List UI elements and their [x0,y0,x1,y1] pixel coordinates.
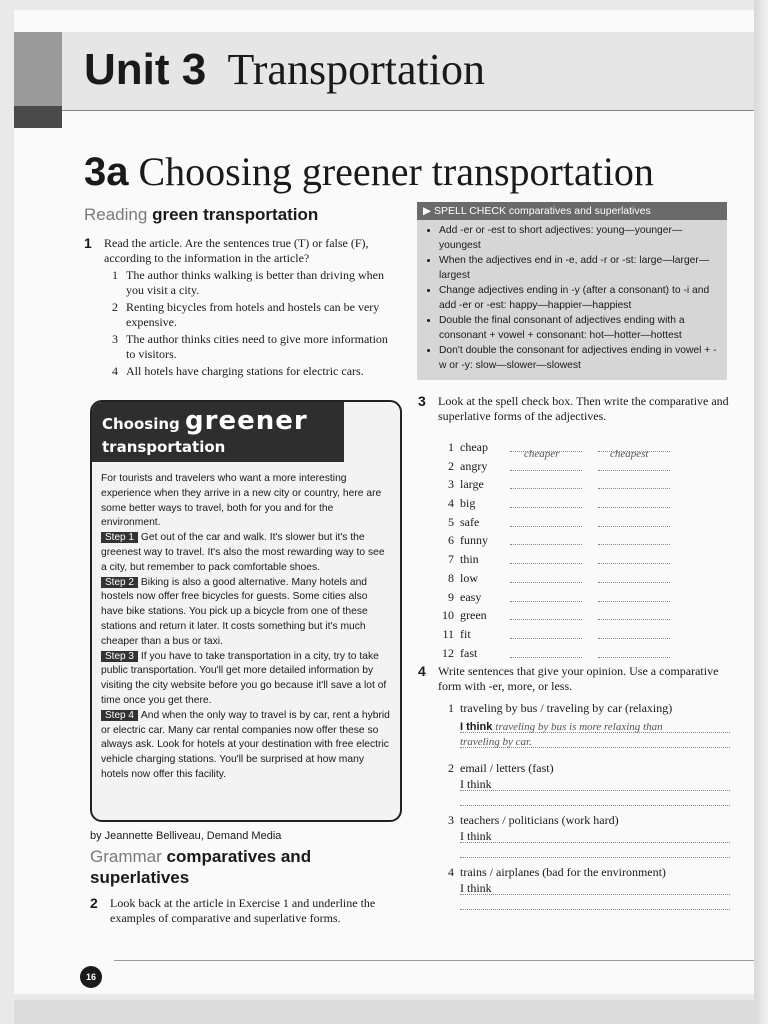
list-item: 1 traveling by bus / traveling by car (relaxing) I think traveling by bus is more relaxing than traveling by car. [440,700,730,748]
answer-blank[interactable] [598,487,670,489]
list-item: 3 The author thinks cities need to give more information to visitors. [112,332,388,361]
answer-blank[interactable] [510,656,582,658]
article-box [90,400,402,822]
list-item: • Don't double the consonant for adjectives ending in vowel + -w or -y: slow—slower—slowest [439,344,721,373]
answer-blank[interactable] [510,487,582,489]
article-body: For tourists and travelers who want a more interesting experience when they arrive in a new city or country, here are some better ways to travel, both for you and for the environment. Step 1 Get out of the car and walk. It's slower but it's the greenest way to travel. It's also the most rewarding way to see a city, but remember to pack comfortable shoes. Step 2 Biking is also a good alternative. Many hotels and hostels now offer free bicycles for guests. Some cities also have bike stations. You pick up a bicycle from one of these stations and return it later. It costs something but it's much cheaper than a bus or taxi. Step 3 If you have to take transportation in a city, try to take public transportation. You'll get more detailed information by visiting the city website before you go because it'll save a lot of time once you get there. Step 4 And when the only way to travel is by car, rent a hybrid or electric car. Many car rental companies now offer these so always ask. Look for hotels at your destination with free electric vehicle charging stations. You'll be surprised at how many hotels now offer this facility. [92,462,400,783]
exercise-2: 2 Look back at the article in Exercise 1 and underline the examples of comparative and superlative forms. [90,895,376,925]
table-row: 11 fit [440,627,730,646]
unit-tab-marker [14,106,62,128]
list-item: 2 Renting bicycles from hotels and hostels can be very expensive. [112,300,380,329]
table-row: 6 funny [440,533,730,552]
divider [62,110,758,111]
reading-heading: Reading green transportation [84,205,319,224]
list-item: 4 All hotels have charging stations for electric cars. [112,364,364,378]
article-step: Step 4 And when the only way to travel is by car, rent a hybrid or electric car. Many car rental companies now offer these so always ask. Look for hotels at your destination with free electric vehicle charging stations. You'll be surprised at how many hotels now offer this facility. [101,709,390,780]
next-page-edge [14,1000,758,1024]
exercise-1-items [104,268,396,379]
lesson-title: 3a Choosing greener transportation [84,149,654,194]
page-edge [754,0,768,1024]
step-badge: Step 1 [101,532,138,543]
exercise-3: 3 Look at the spell check box. Then write the comparative and superlative forms of the adjectives. [418,393,729,423]
article-step: Step 1 Get out of the car and walk. It's slower but it's the greenest way to travel. It's also the most rewarding way to see a city, but remember to pack comfortable shoes. [101,532,385,573]
exercise-4: 4 Write sentences that give your opinion. Use a comparative form with -er, more, or less. [418,663,719,693]
answer-blank[interactable] [598,506,670,508]
answer-blank[interactable]: cheapest [598,450,670,452]
spell-check-title: ▶ SPELL CHECK comparatives and superlatives [417,202,727,220]
table-row: 12 fast [440,646,730,665]
list-item: 3 teachers / politicians (work hard) I think [440,812,730,858]
answer-blank[interactable] [598,469,670,471]
unit-title: Unit 3 Transportation [84,45,485,94]
answer-blank[interactable] [510,543,582,545]
exercise-1: 1 Read the article. Are the sentences true (T) or false (F), according to the information in the article? 1 The author thinks walking is better than driving when you visit a city. 2 Renting bicycles from hotels and hostels can be very expensive. 3 The author thinks cities need to give more information to visitors. 4 All hotels have charging stations for electric cars. [84,236,396,381]
answer-blank[interactable] [598,525,670,527]
article-byline: by Jeannette Belliveau, Demand Media [90,830,282,842]
table-row: 1 cheap cheaper cheapest [440,440,730,459]
answer-blank[interactable] [598,618,670,620]
answer-blank[interactable] [598,637,670,639]
table-row: 8 low [440,571,730,590]
table-row: 10 green [440,608,730,627]
answer-blank[interactable] [510,562,582,564]
answer-line[interactable] [460,843,730,858]
answer-blank[interactable] [598,581,670,583]
answer-blank[interactable]: cheaper [510,450,582,452]
workbook-page [14,10,758,994]
list-item: • Change adjectives ending in -y (after a consonant) to -i and add -er or -est: happy—happier—happiest [439,284,721,313]
answer-line[interactable]: I think [460,828,730,843]
adjective-table [440,440,730,664]
answer-blank[interactable] [510,600,582,602]
answer-blank[interactable] [598,656,670,658]
answer-blank[interactable] [510,637,582,639]
step-badge: Step 2 [101,577,138,588]
list-item: • Double the final consonant of adjectives ending with a consonant + vowel + consonant: hot—hotter—hottest [439,314,721,343]
unit-tab [14,32,62,114]
spell-check-rules [417,224,727,373]
divider [114,960,758,961]
answer-blank[interactable] [598,543,670,545]
answer-blank[interactable] [510,506,582,508]
table-row: 9 easy [440,590,730,609]
table-row: 4 big [440,496,730,515]
step-badge: Step 4 [101,710,138,721]
list-item: 2 email / letters (fast) I think [440,760,730,806]
page-number: 16 [80,966,102,988]
table-row: 3 large [440,477,730,496]
answer-blank[interactable] [510,581,582,583]
answer-line[interactable]: I think [460,776,730,791]
table-row: 5 safe [440,515,730,534]
spell-check-box [417,202,727,380]
exercise-1-instruction: Read the article. Are the sentences true (T) or false (F), according to the information in the article? [104,236,369,265]
step-badge: Step 3 [101,651,138,662]
answer-blank[interactable] [598,562,670,564]
table-row: 7 thin [440,552,730,571]
table-row: 2 angry [440,459,730,478]
article-title: Choosing greener transportation [92,402,344,462]
answer-line[interactable]: traveling by car. [460,733,730,748]
answer-line[interactable] [460,895,730,910]
answer-blank[interactable] [510,525,582,527]
grammar-heading: Grammar comparatives and superlatives [90,847,312,887]
answer-blank[interactable] [598,600,670,602]
article-step: Step 3 If you have to take transportation in a city, try to take public transportation. You'll get more detailed information by visiting the city website before you go because it'll save a lot of time once you get there. [101,650,387,706]
article-step: Step 2 Biking is also a good alternative. Many hotels and hostels now offer free bicycles for guests. Some cities also have bike stations. You pick up a bicycle from one of these stations and return it later. It costs something but it's much cheaper than a bus or taxi. [101,576,368,647]
list-item: 4 trains / airplanes (bad for the environment) I think [440,864,730,910]
answer-line[interactable] [460,791,730,806]
list-item: • Add -er or -est to short adjectives: young—younger—youngest [439,224,721,253]
list-item: • When the adjectives end in -e, add -r or -st: large—larger—largest [439,254,721,283]
answer-blank[interactable] [510,618,582,620]
answer-line[interactable]: I think [460,880,730,895]
answer-line[interactable]: I think traveling by bus is more relaxing than [460,718,730,733]
answer-blank[interactable] [510,469,582,471]
list-item: 1 The author thinks walking is better than driving when you visit a city. [112,268,384,297]
